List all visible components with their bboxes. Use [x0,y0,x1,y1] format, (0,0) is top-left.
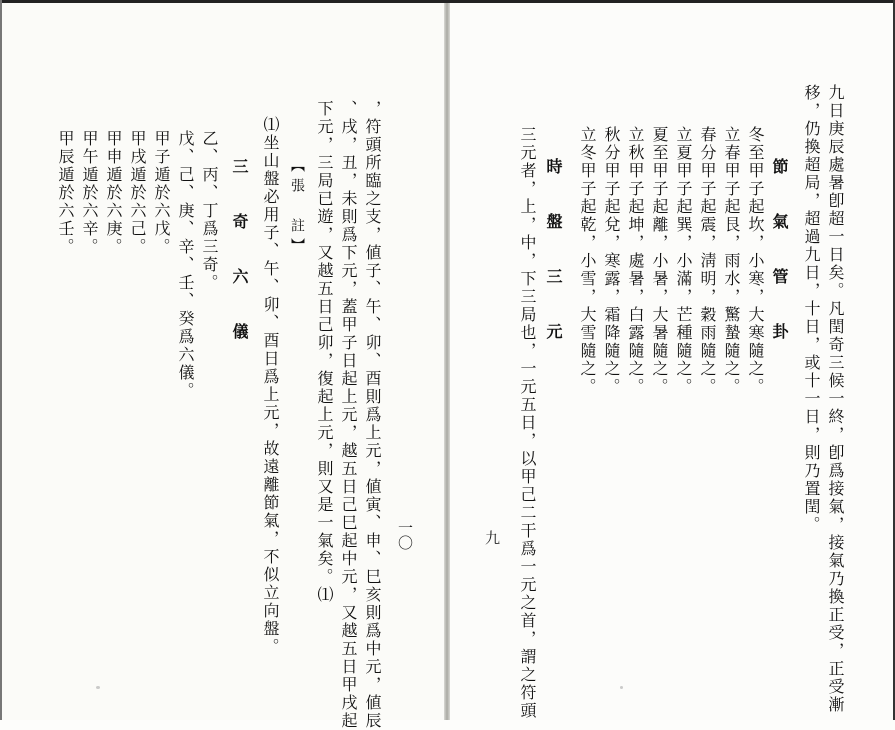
commentary-text: ⑴坐山盤必用子、午、卯、酉日爲上元，故遠離節氣，不似立向盤。 [261,116,280,656]
top-edge [0,0,895,3]
left-column-11: 甲申遁於六庚。 [104,130,123,256]
right-column-1: 九日庚辰處暑卽超一日矣。凡閏奇三候一終，卽爲接氣，接氣乃換正受，正受漸 [826,84,845,714]
left-page-number: 一〇 [396,520,414,550]
commentary-label: 【張 註】 [289,158,305,258]
left-column-12: 甲午遁於六辛。 [80,130,99,256]
right-column-8: 夏至甲子起離，小暑，大暑隨之。 [650,126,669,396]
right-column-5: 立春甲子起艮，雨水，驚蟄隨之。 [722,126,741,396]
left-column-2: 、戌，丑，未則爲下元，蓋甲子日起上元，越五日己巳起中元，又越五日甲戌起 [339,100,358,730]
book-gutter [444,0,450,720]
section-heading-jieqi-guangua: 節 氣 管 卦 [770,158,789,349]
right-column-7: 立夏甲子起巽，小滿，芒種隨之。 [674,126,693,396]
section-heading-shipan-sanyuan: 時 盤 三 元 [544,158,563,349]
right-column-11: 立冬甲子起乾，小雪，大雪隨之。 [578,126,597,396]
left-column-13: 甲辰遁於六壬。 [56,130,75,256]
left-column-8: 戊、己、庚、辛、壬、癸爲六儀。 [176,130,195,400]
left-column-9: 甲子遁於六戊。 [152,130,171,256]
right-column-4: 冬至甲子起坎，小寒，大寒隨之。 [746,126,765,396]
right-column-6: 春分甲子起震，淸明，穀雨隨之。 [698,126,717,396]
section-heading-sanqi-liuyi: 三 奇 六 儀 [230,158,249,349]
left-column-1: ，符頭所臨之支，値子、午、卯、酉則爲上元，値寅、申、巳亥則爲中元，値辰 [363,100,382,730]
paper-speck [96,686,100,689]
right-column-2: 移，仍換超局，超過九日，十日，或十一日，則乃置閏。 [802,84,821,534]
right-column-10: 秋分甲子起兌，寒露，霜降隨之。 [602,126,621,396]
left-edge [0,0,2,720]
left-column-7: 乙、丙、丁爲三奇。 [200,130,219,292]
right-column-9: 立秋甲子起坤，處暑，白露隨之。 [626,126,645,396]
right-page-number: 九 [483,530,501,545]
left-column-10: 甲戌遁於六己。 [128,130,147,256]
left-column-3: 下元，三局已遊，又越五日己卯，復起上元，則又是一氣矣。⑴ [315,100,334,604]
right-column-13: 三元者，上，中，下三局也，一元五日，以甲己二干爲一元之首，謂之符頭 [518,126,537,720]
paper-speck [620,686,623,689]
